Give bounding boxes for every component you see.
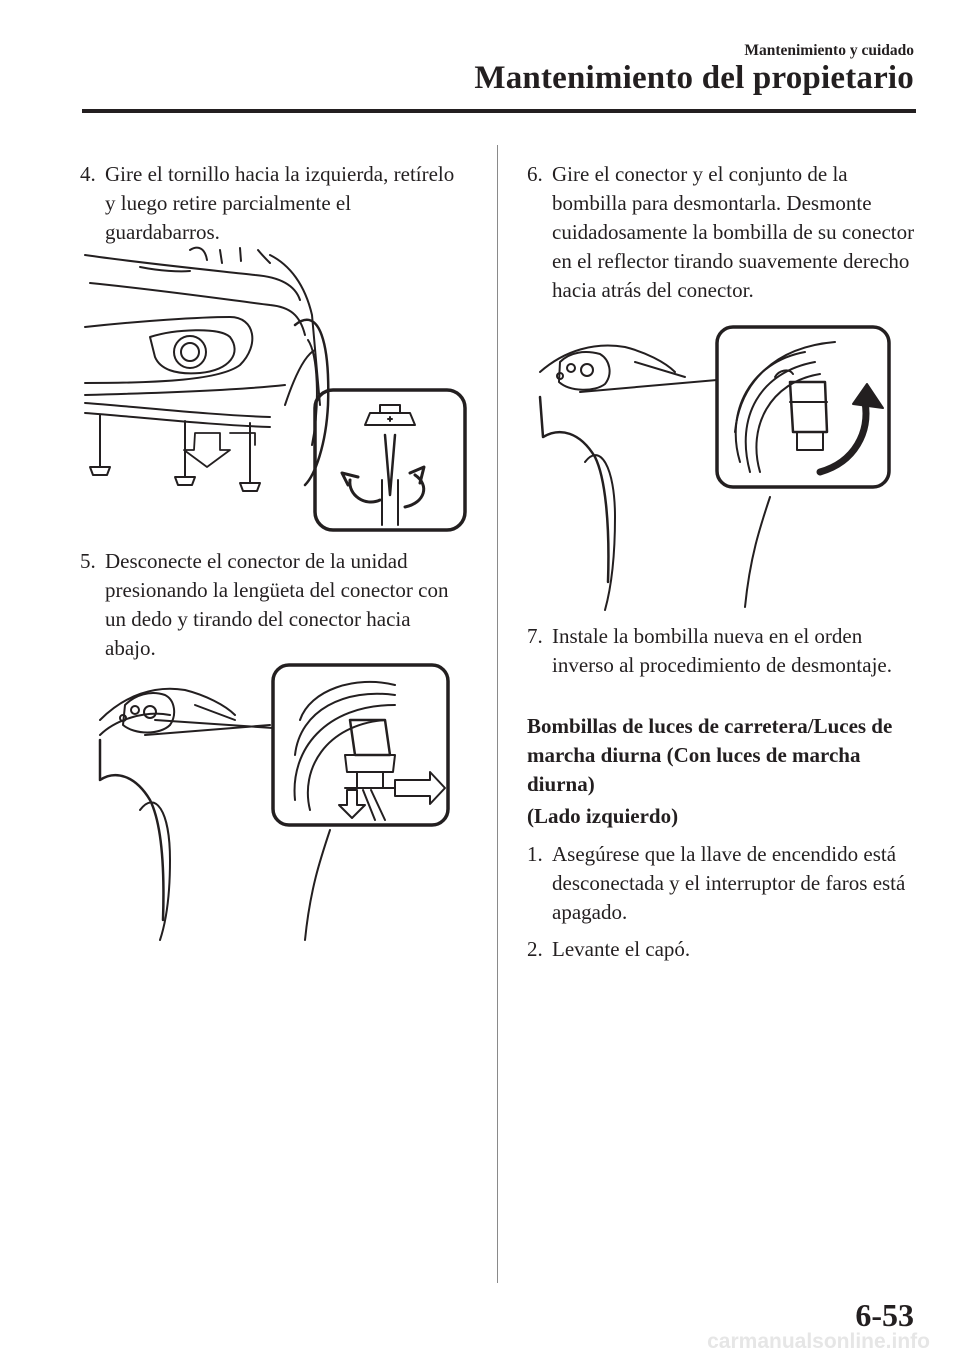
section-subheading: Bombillas de luces de carretera/Luces de marcha diurna (Con luces de marcha diurna) xyxy=(527,714,893,796)
step-1 xyxy=(527,840,917,927)
step-number: 4. xyxy=(80,162,96,186)
step-text: Gire el conector y el conjunto de la bombilla para desmontarla. Desmonte cuidadosamente la bombilla de su conector en el reflector tirando suavemente derecho hacia atrás del conector. xyxy=(552,162,915,302)
step-number: 1. xyxy=(527,842,543,866)
step-text: Asegúrese que la llave de encendido está desconectada y el interruptor de faros está apagado. xyxy=(552,842,906,924)
step-7 xyxy=(527,622,917,680)
step-5 xyxy=(80,547,460,663)
column-divider xyxy=(497,145,498,1283)
step-6 xyxy=(527,160,917,305)
bulb-removal-illustration xyxy=(535,322,895,612)
step-text: Instale la bombilla nueva en el orden inverso al procedimiento de desmontaje. xyxy=(552,624,892,677)
header-rule xyxy=(82,109,916,113)
page-title: Mantenimiento del propietario xyxy=(474,60,914,96)
connector-release-illustration xyxy=(95,660,455,950)
section-title: Mantenimiento y cuidado xyxy=(744,42,914,59)
step-number: 6. xyxy=(527,162,543,186)
step-text: Desconecte el conector de la unidad presionando la lengüeta del conector con un dedo y tirando del conector hacia abajo. xyxy=(105,549,449,660)
step-number: 7. xyxy=(527,624,543,648)
side-label: (Lado izquierdo) xyxy=(527,804,679,828)
step-4 xyxy=(80,160,460,247)
watermark: carmanualsonline.info xyxy=(707,1330,930,1353)
step-text: Gire el tornillo hacia la izquierda, retírelo y luego retire parcialmente el guardabarros. xyxy=(105,162,455,244)
bumper-screw-illustration xyxy=(80,245,470,535)
step-number: 5. xyxy=(80,549,96,573)
step-2 xyxy=(527,935,917,964)
step-number: 2. xyxy=(527,937,543,961)
step-text: Levante el capó. xyxy=(552,937,691,961)
page-number: 6-53 xyxy=(855,1297,914,1333)
